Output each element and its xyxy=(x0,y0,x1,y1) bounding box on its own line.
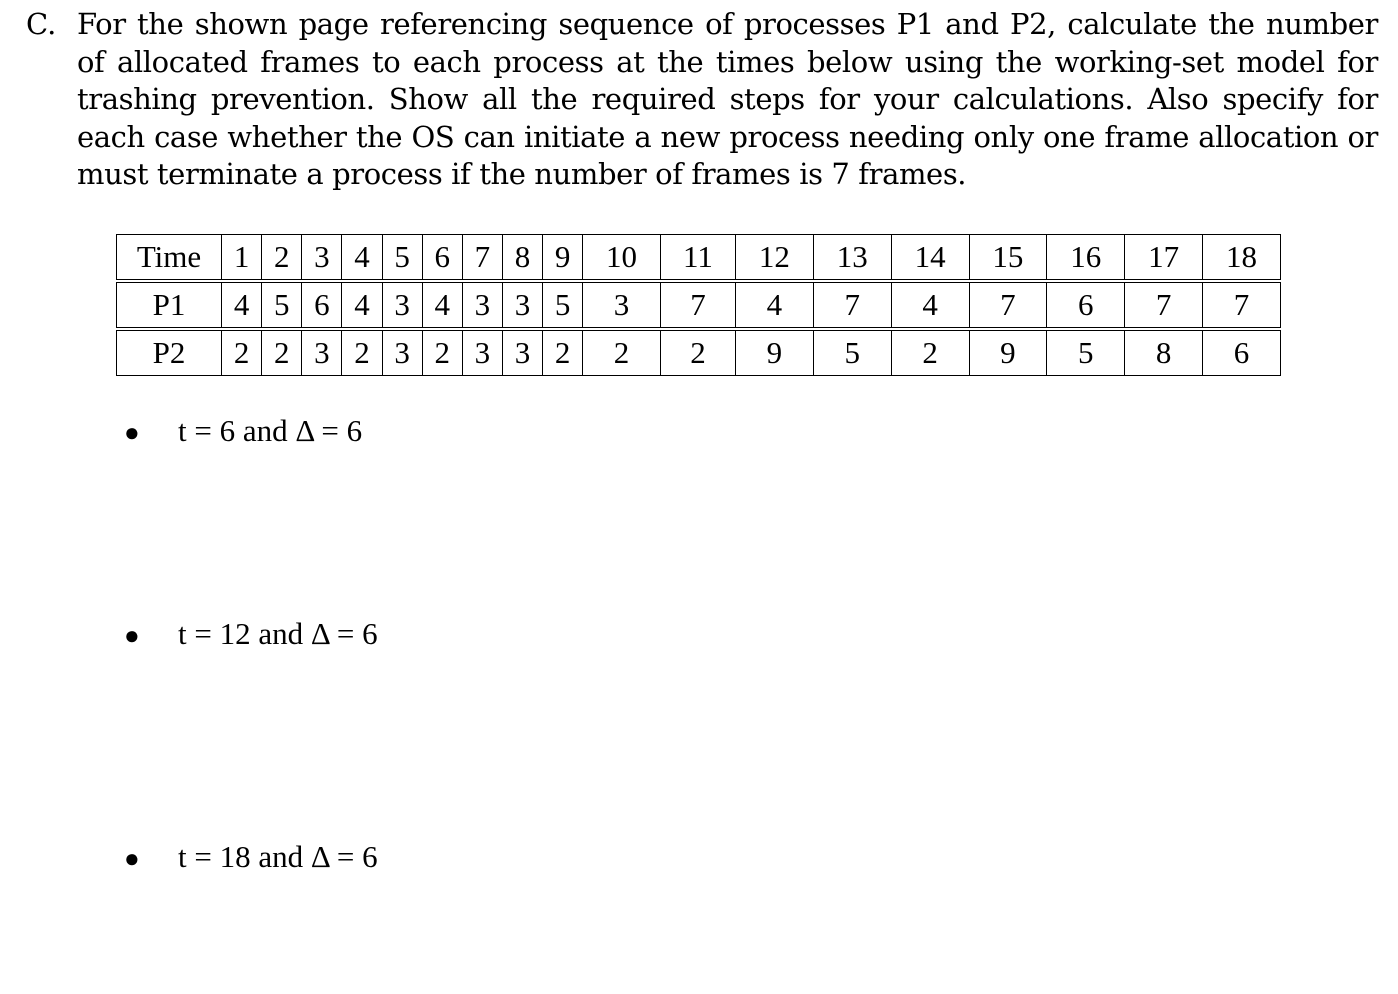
table-cell: 6 xyxy=(1202,329,1280,376)
table-cell: 2 xyxy=(342,329,382,376)
table-cell: 8 xyxy=(1125,329,1203,376)
question-label: C. xyxy=(26,7,57,41)
row-header-cell: P1 xyxy=(117,281,222,329)
table-cell: 2 xyxy=(262,235,302,282)
case-text: t = 18 and Δ = 6 xyxy=(178,839,378,874)
table-cell: 2 xyxy=(891,329,969,376)
table-cell: 2 xyxy=(222,329,262,376)
question-block xyxy=(26,6,1378,194)
table-cell: 3 xyxy=(382,281,422,329)
table-cell: 3 xyxy=(462,281,502,329)
table-cell: 3 xyxy=(302,329,342,376)
table-cell: 4 xyxy=(342,281,382,329)
row-header-cell: P2 xyxy=(117,329,222,376)
table-cell: 3 xyxy=(583,281,661,329)
table-cell: 9 xyxy=(736,329,814,376)
case-item xyxy=(124,837,378,877)
table-cell: 6 xyxy=(302,281,342,329)
table-cell: 5 xyxy=(813,329,891,376)
table-cell: 4 xyxy=(342,235,382,282)
table-cell: 11 xyxy=(660,235,735,282)
bullet-icon: ● xyxy=(124,844,140,873)
time-row xyxy=(117,235,1281,282)
table-cell: 12 xyxy=(736,235,814,282)
table-cell: 6 xyxy=(1047,281,1125,329)
table-cell: 2 xyxy=(660,329,735,376)
table-cell: 5 xyxy=(262,281,302,329)
table-cell: 14 xyxy=(891,235,969,282)
case-item xyxy=(124,614,378,654)
table-cell: 2 xyxy=(422,329,462,376)
table-cell: 4 xyxy=(422,281,462,329)
row-header-cell: Time xyxy=(117,235,222,282)
table-cell: 9 xyxy=(969,329,1047,376)
table-cell: 7 xyxy=(813,281,891,329)
table-cell: 5 xyxy=(1047,329,1125,376)
p2-row xyxy=(117,329,1281,376)
table-cell: 17 xyxy=(1125,235,1203,282)
table-cell: 9 xyxy=(543,235,583,282)
table-cell: 7 xyxy=(969,281,1047,329)
table-cell: 7 xyxy=(1125,281,1203,329)
table-cell: 2 xyxy=(262,329,302,376)
p1-row xyxy=(117,281,1281,329)
table-cell: 7 xyxy=(1202,281,1280,329)
table-cell: 4 xyxy=(222,281,262,329)
table-cell: 3 xyxy=(462,329,502,376)
table-cell: 13 xyxy=(813,235,891,282)
table-cell: 5 xyxy=(382,235,422,282)
table-cell: 15 xyxy=(969,235,1047,282)
table-cell: 7 xyxy=(462,235,502,282)
table-cell: 8 xyxy=(502,235,542,282)
bullet-icon: ● xyxy=(124,621,140,650)
table-cell: 18 xyxy=(1202,235,1280,282)
table-cell: 4 xyxy=(891,281,969,329)
table-cell: 2 xyxy=(543,329,583,376)
table-cell: 1 xyxy=(222,235,262,282)
case-text: t = 12 and Δ = 6 xyxy=(178,616,378,651)
table-cell: 5 xyxy=(543,281,583,329)
table-cell: 4 xyxy=(736,281,814,329)
bullet-icon: ● xyxy=(124,418,140,447)
page-reference-table xyxy=(116,234,1281,376)
table-cell: 3 xyxy=(382,329,422,376)
question-text: For the shown page referencing sequence of processes P1 and P2, calculate the number of allocated frames to each process at the times below using the working-set model for trashing prevention. Show all the required steps for your calculations. Also specify for each case whether the OS can initiate a new process needing only one frame allocation or must terminate a process if the number of frames is 7 frames. xyxy=(77,7,1378,191)
table-cell: 7 xyxy=(660,281,735,329)
table-cell: 16 xyxy=(1047,235,1125,282)
case-item xyxy=(124,411,362,451)
table-cell: 3 xyxy=(502,329,542,376)
table-cell: 2 xyxy=(583,329,661,376)
table-cell: 3 xyxy=(502,281,542,329)
case-text: t = 6 and Δ = 6 xyxy=(178,413,363,448)
table-cell: 3 xyxy=(302,235,342,282)
table-cell: 10 xyxy=(583,235,661,282)
table-cell: 6 xyxy=(422,235,462,282)
